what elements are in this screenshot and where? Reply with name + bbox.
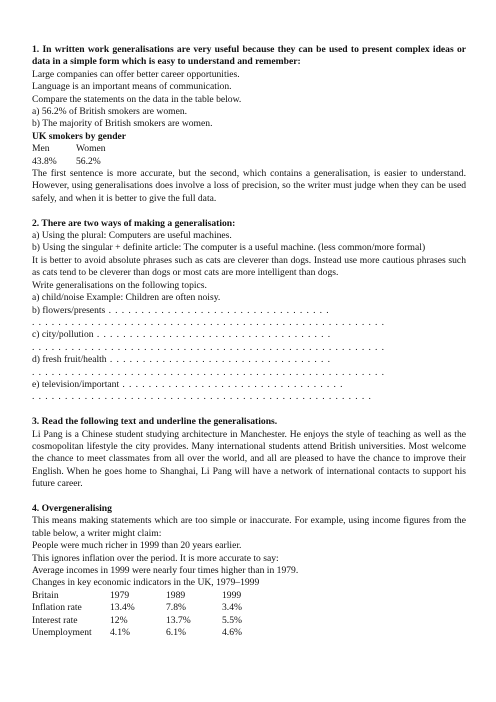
section-1-paragraph: The first sentence is more accurate, but the second, which contains a generalisation, is easier to understand. However, using generalisations does involve a loss of precision, so the writer must judge when they can be used safely, and when it is better to give the full data. (32, 168, 466, 204)
example-sentence: Language is an important means of communication. (32, 81, 232, 93)
answer-dots: . . . . . . . . . . . . . . . . . . . . . . . . . . . . . . . . . . . . . . . . . . . . . . . . . . . . . . (32, 316, 385, 328)
answer-dots: . . . . . . . . . . . . . . . . . . . . . . . . . . . . . . . . . . (119, 378, 344, 390)
overgeneral-claim: People were much richer in 1999 than 20 years earlier. (32, 540, 242, 552)
indicators-table-title: Changes in key economic indicators in the UK, 1979–1999 (32, 577, 260, 589)
table-cell: 56.2% (76, 155, 101, 167)
exercise-line (32, 292, 466, 304)
section-2-paragraph: It is better to avoid absolute phrases such as cats are cleverer than dogs. Instead use more cautious phrases such as cats tend to be cleverer than dogs or most cats are more intelligent than dogs. (32, 254, 466, 279)
topic-label: d) fresh fruit/health (32, 354, 107, 366)
topic-label: c) city/pollution (32, 329, 94, 341)
topic-label: b) flowers/presents (32, 304, 106, 316)
table-row (32, 602, 466, 614)
answer-dots: . . . . . . . . . . . . . . . . . . . . . . . . . . . . . . . . . . (105, 304, 330, 316)
section-4-paragraph: This means making statements which are too simple or inaccurate. For example, using income figures from the table below, a writer might claim: (32, 515, 466, 539)
table-header-cell: Men (32, 143, 50, 155)
table-cell: 43.8% (32, 155, 57, 167)
table-row (32, 627, 466, 639)
topic-label: a) child/noise Example: Children are often noisy. (32, 292, 221, 304)
table-row (32, 615, 466, 627)
exercise-line (32, 391, 466, 403)
exercise-line (32, 354, 466, 366)
table-cell: 13.7% (166, 614, 191, 626)
answer-dots: . . . . . . . . . . . . . . . . . . . . . . . . . . . . . . . . . . . . . . . . . . . . . . . . . . . . (32, 391, 372, 403)
table-row-label: Interest rate (32, 614, 78, 626)
answer-dots: . . . . . . . . . . . . . . . . . . . . . . . . . . . . . . . . . . . . . . . . . . . . . . . . . . . . . . (32, 341, 385, 353)
exercise-line (32, 342, 466, 354)
exercise-instruction: Write generalisations on the following topics. (32, 279, 207, 291)
table-header-cell: Women (76, 143, 106, 155)
topic-label: e) television/important (32, 378, 120, 390)
inflation-note: This ignores inflation over the period. It is more accurate to say: (32, 552, 279, 564)
section-3-paragraph: Li Pang is a Chinese student studying architecture in Manchester. He enjoys the style of teaching as well as the cosmopolitan lifestyle the city provides. Many international students attend British universities. Most welcome the chance to meet classmates from all over the world, and all are pleased to have the chance to improve their English. When he goes home to Shanghai, Li Pang will have a network of international contacts to support his future career. (32, 428, 466, 490)
smokers-table-value-row (32, 156, 466, 168)
table-cell: 1979 (110, 589, 130, 601)
section-2-heading: 2. There are two ways of making a generalisation: (32, 217, 236, 229)
exercise-line (32, 379, 466, 391)
table-row-label: Unemployment (32, 627, 92, 639)
table-cell: 6.1% (166, 627, 186, 639)
table-row (32, 590, 466, 602)
table-cell: 1989 (166, 589, 186, 601)
statement-b: b) The majority of British smokers are women. (32, 118, 213, 130)
answer-dots: . . . . . . . . . . . . . . . . . . . . . . . . . . . . . . . . . . (106, 354, 331, 366)
table-cell: 5.5% (222, 614, 242, 626)
smokers-table-title: UK smokers by gender (32, 130, 127, 142)
exercise-line (32, 317, 466, 329)
accurate-claim: Average incomes in 1999 were nearly four times higher than in 1979. (32, 565, 299, 577)
table-cell: 13.4% (110, 602, 135, 614)
table-cell: 4.6% (222, 627, 242, 639)
way-a: a) Using the plural: Computers are useful machines. (32, 230, 232, 242)
table-cell: 7.8% (166, 602, 186, 614)
answer-dots: . . . . . . . . . . . . . . . . . . . . . . . . . . . . . . . . . . . . (93, 329, 332, 341)
exercise-line (32, 367, 466, 379)
exercise-line (32, 305, 466, 317)
example-sentence: Large companies can offer better career opportunities. (32, 68, 240, 80)
table-row-label: Britain (32, 589, 59, 601)
table-cell: 3.4% (222, 602, 242, 614)
compare-instruction: Compare the statements on the data in the table below. (32, 93, 242, 105)
section-4-heading: 4. Overgeneralising (32, 502, 112, 514)
table-cell: 1999 (222, 589, 242, 601)
statement-a: a) 56.2% of British smokers are women. (32, 106, 188, 118)
answer-dots: . . . . . . . . . . . . . . . . . . . . . . . . . . . . . . . . . . . . . . . . . . . . . . . . . . . . . . (32, 366, 385, 378)
section-1-heading: 1. In written work generalisations are very useful because they can be used to present complex ideas or data in a simple form which is easy to understand and remember: (32, 44, 466, 68)
table-cell: 12% (110, 614, 128, 626)
way-b: b) Using the singular + definite article: The computer is a useful machine. (less common/more formal) (32, 242, 426, 254)
table-row-label: Inflation rate (32, 602, 82, 614)
exercise-line (32, 329, 466, 341)
section-3-heading: 3. Read the following text and underline the generalisations. (32, 416, 278, 428)
table-cell: 4.1% (110, 627, 130, 639)
smokers-table-header-row (32, 143, 466, 155)
